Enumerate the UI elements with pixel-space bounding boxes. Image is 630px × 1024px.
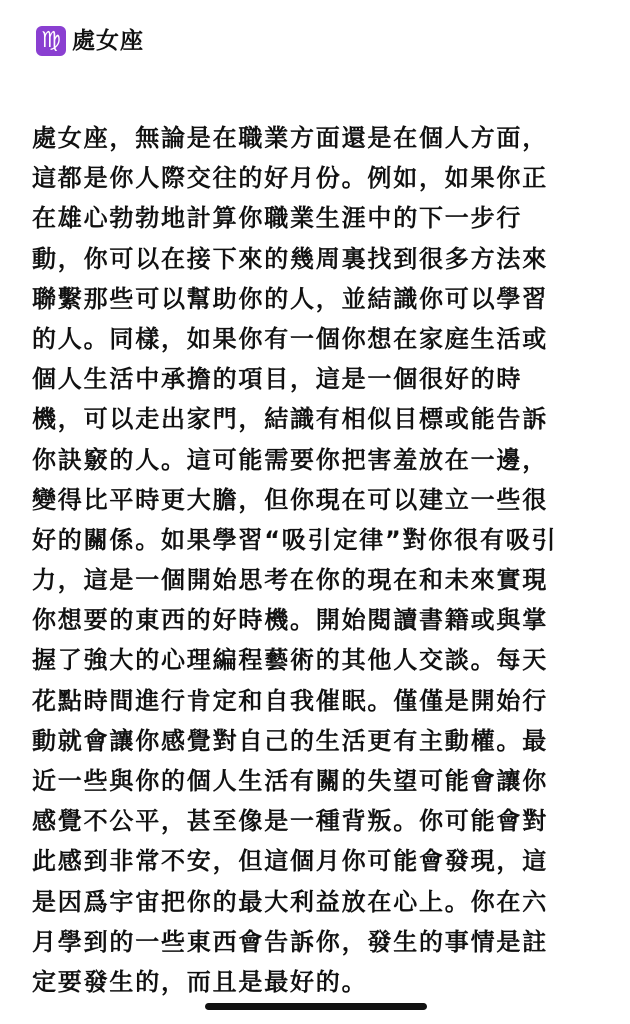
horoscope-text <box>32 118 602 1002</box>
text-line: 的人。同樣，如果你有一個你想在家庭生活或 <box>32 324 548 353</box>
home-indicator[interactable] <box>205 1003 427 1010</box>
text-line: 處女座，無論是在職業方面還是在個人方面， <box>32 124 548 152</box>
text-line: 在雄心勃勃地計算你職業生涯中的下一步行 <box>32 204 523 233</box>
text-line: 聯繫那些可以幫助你的人，並結識你可以學習 <box>32 284 548 313</box>
text-line: 此感到非常不安，但這個月你可能會發現，這 <box>32 847 548 876</box>
text-line: 動就會讓你感覺對自己的生活更有主動權。最 <box>32 726 548 755</box>
text-line: 定要發生的，而且是最好的。 <box>32 967 368 996</box>
text-line: 感覺不公平，甚至像是一種背叛。你可能會對 <box>32 807 548 836</box>
page-header <box>36 26 144 56</box>
text-line: 力，這是一個開始思考在你的現在和未來實現 <box>32 566 548 595</box>
text-line: 個人生活中承擔的項目，這是一個很好的時 <box>32 365 523 394</box>
text-line: 是因爲宇宙把你的最大利益放在心上。你在六 <box>32 887 548 916</box>
text-line: 變得比平時更大膽，但你現在可以建立一些很 <box>32 485 548 514</box>
text-line: 機，可以走出家門，結識有相似目標或能告訴 <box>32 405 548 434</box>
text-line: 這都是你人際交往的好月份。例如，如果你正 <box>32 164 548 193</box>
text-line: 月學到的一些東西會告訴你，發生的事情是註 <box>32 927 548 956</box>
virgo-icon: ♍ <box>36 26 66 56</box>
text-line: 近一些與你的個人生活有關的失望可能會讓你 <box>32 767 548 795</box>
text-line: 好的關係。如果學習“吸引定律”對你很有吸引 <box>32 525 558 554</box>
text-line: 你訣竅的人。這可能需要你把害羞放在一邊， <box>32 445 548 474</box>
text-line: 你想要的東西的好時機。開始閱讀書籍或與掌 <box>32 606 548 635</box>
text-line: 動，你可以在接下來的幾周裏找到很多方法來 <box>32 244 548 273</box>
text-line: 握了強大的心理編程藝術的其他人交談。每天 <box>32 646 548 675</box>
text-line: 花點時間進行肯定和自我催眠。僅僅是開始行 <box>32 686 548 715</box>
page-title: 處女座 <box>72 28 144 54</box>
